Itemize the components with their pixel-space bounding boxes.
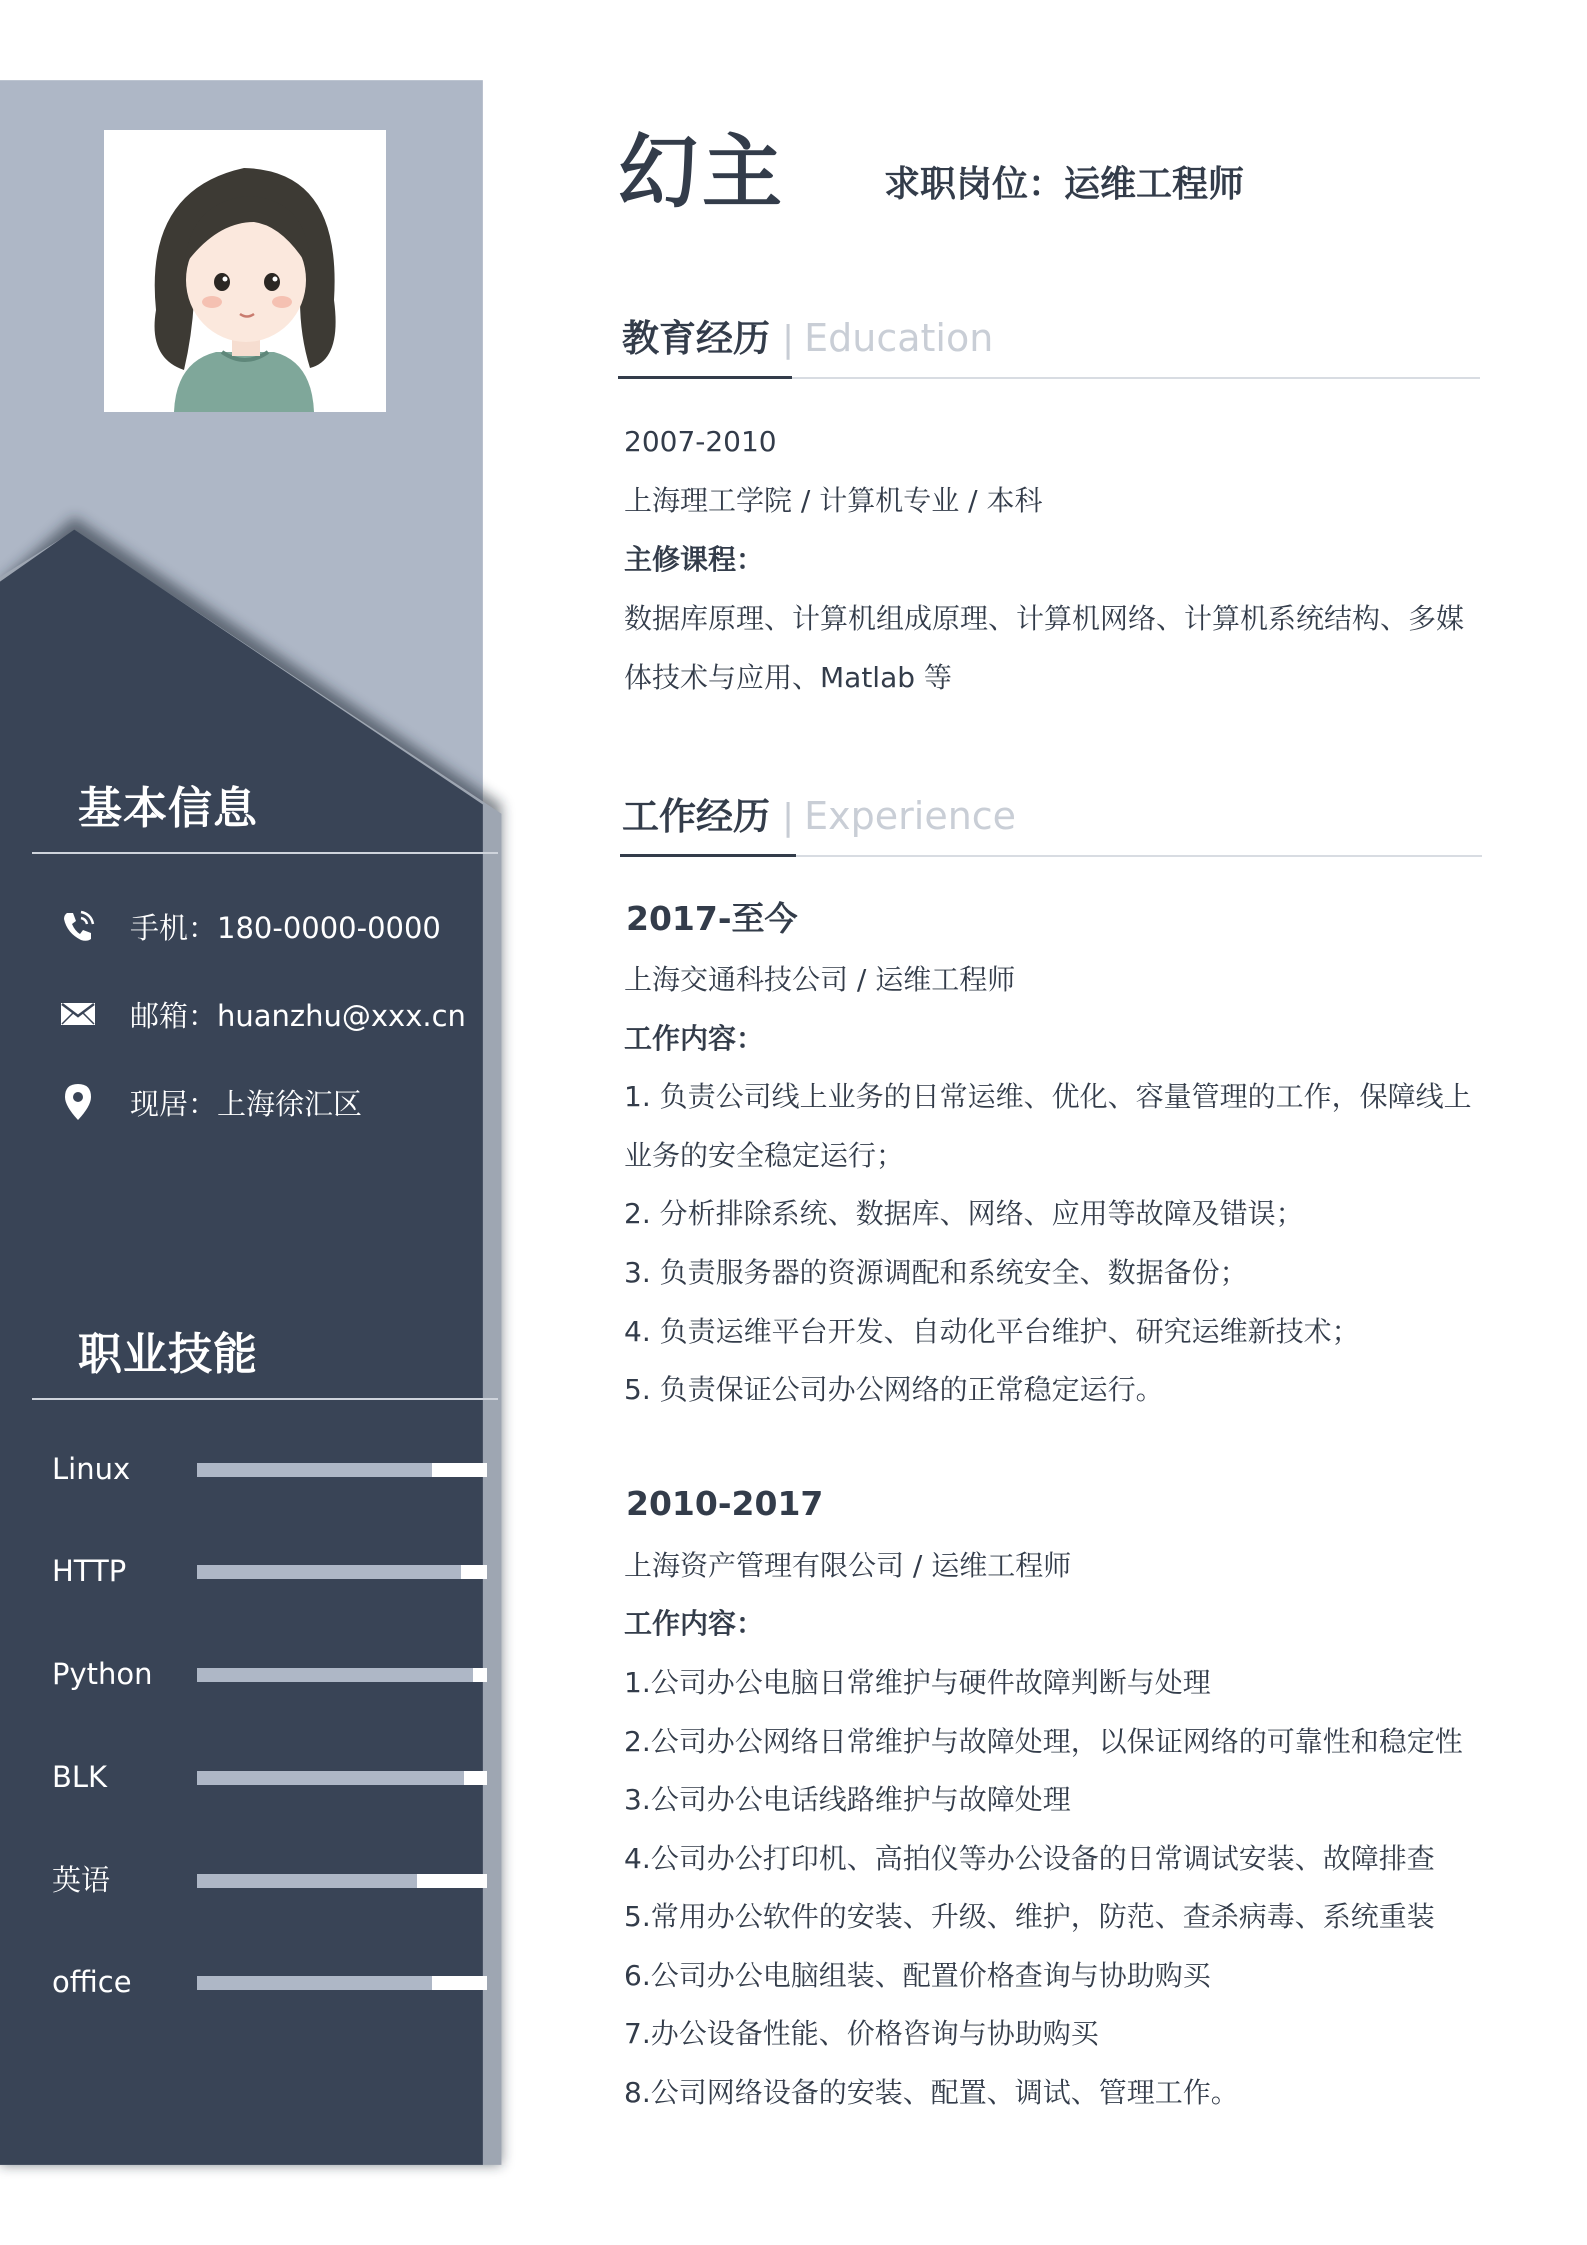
job-content-line: 6.公司办公电脑组装、配置价格查询与协助购买 [624,1959,1211,1992]
courses-line: 数据库原理、计算机组成原理、计算机网络、计算机系统结构、多媒 [624,602,1465,635]
skill-bar-fill [197,1771,464,1785]
skill-blk [52,1752,502,1802]
basic-info-title: 基本信息 [78,783,258,834]
skill-english [52,1855,502,1905]
skill-bar-fill [197,1463,432,1477]
experience-divider-accent [620,854,796,857]
job-content-line: 业务的安全稳定运行； [624,1139,905,1172]
skill-python [52,1649,502,1699]
skill-bar-fill [197,1565,461,1579]
job-content-line: 4. 负责运维平台开发、自动化平台维护、研究运维新技术； [624,1315,1360,1348]
email-row [56,984,466,1044]
skill-bar-fill [197,1874,417,1888]
location-text: 现居：上海徐汇区 [130,1086,363,1121]
skill-name: office [52,1965,132,1999]
job-content-line: 2. 分析排除系统、数据库、网络、应用等故障及错误； [624,1197,1304,1230]
job-content-line: 4.公司办公打印机、高拍仪等办公设备的日常调试安装、故障排查 [624,1842,1435,1875]
education-period: 2007-2010 [624,425,777,458]
skills-divider [32,1398,498,1400]
skill-name: 英语 [52,1863,111,1897]
skill-http [52,1546,502,1596]
skill-bar [197,1668,487,1682]
job-company: 上海交通科技公司 / 运维工程师 [624,963,1016,996]
title-separator: | [782,319,795,360]
skill-office [52,1957,502,2007]
experience-title-en: Experience [804,794,1017,838]
education-title-zh: 教育经历 [622,317,770,360]
courses-label: 主修课程： [624,543,765,576]
skill-linux [52,1444,502,1494]
skill-bar [197,1463,487,1477]
courses-line: 体技术与应用、Matlab 等 [624,661,952,694]
job-content-line: 1. 负责公司线上业务的日常运维、优化、容量管理的工作，保障线上 [624,1080,1472,1113]
skill-bar [197,1565,487,1579]
job-content-line: 7.办公设备性能、价格咨询与协助购买 [624,2017,1099,2050]
phone-row [56,896,441,956]
phone-icon [56,904,100,948]
mail-icon [56,992,100,1036]
email-text: 邮箱：huanzhu@xxx.cn [130,998,466,1033]
job-content-label: 工作内容： [624,1022,765,1055]
skill-bar-fill [197,1668,473,1682]
basic-info-divider [32,852,498,854]
education-school: 上海理工学院 / 计算机专业 / 本科 [624,484,1043,517]
job-target: 求职岗位：运维工程师 [884,164,1245,205]
education-title [622,308,993,368]
skill-bar-fill [197,1976,432,1990]
job-period: 2010-2017 [626,1484,824,1523]
skill-bar [197,1976,487,1990]
job-content-label: 工作内容： [624,1607,765,1640]
skill-bar [197,1771,487,1785]
job-content-line: 5.常用办公软件的安装、升级、维护，防范、查杀病毒、系统重装 [624,1900,1435,1933]
phone-text: 手机：180-0000-0000 [130,910,441,945]
location-icon [56,1080,100,1124]
skill-name: Python [52,1657,153,1691]
job-content-line: 2.公司办公网络日常维护与故障处理，以保证网络的可靠性和稳定性 [624,1725,1463,1758]
experience-title-zh: 工作经历 [622,795,770,838]
skill-name: HTTP [52,1554,127,1588]
job-content-line: 5. 负责保证公司办公网络的正常稳定运行。 [624,1373,1164,1406]
skill-bar [197,1874,487,1888]
candidate-name: 幻主 [618,126,786,219]
job-content-line: 1.公司办公电脑日常维护与硬件故障判断与处理 [624,1666,1211,1699]
skill-name: Linux [52,1452,131,1486]
job-content-line: 8.公司网络设备的安装、配置、调试、管理工作。 [624,2076,1239,2109]
job-company: 上海资产管理有限公司 / 运维工程师 [624,1549,1072,1582]
job-content-line: 3. 负责服务器的资源调配和系统安全、数据备份； [624,1256,1248,1289]
job-content-line: 3.公司办公电话线路维护与故障处理 [624,1783,1071,1816]
location-row [56,1072,362,1132]
avatar [104,130,386,412]
skill-name: BLK [52,1760,108,1794]
title-separator: | [782,797,795,838]
skills-title: 职业技能 [78,1329,258,1380]
experience-title [622,786,1016,846]
education-divider-accent [618,376,792,379]
job-period: 2017-至今 [626,899,798,938]
education-title-en: Education [804,316,994,360]
